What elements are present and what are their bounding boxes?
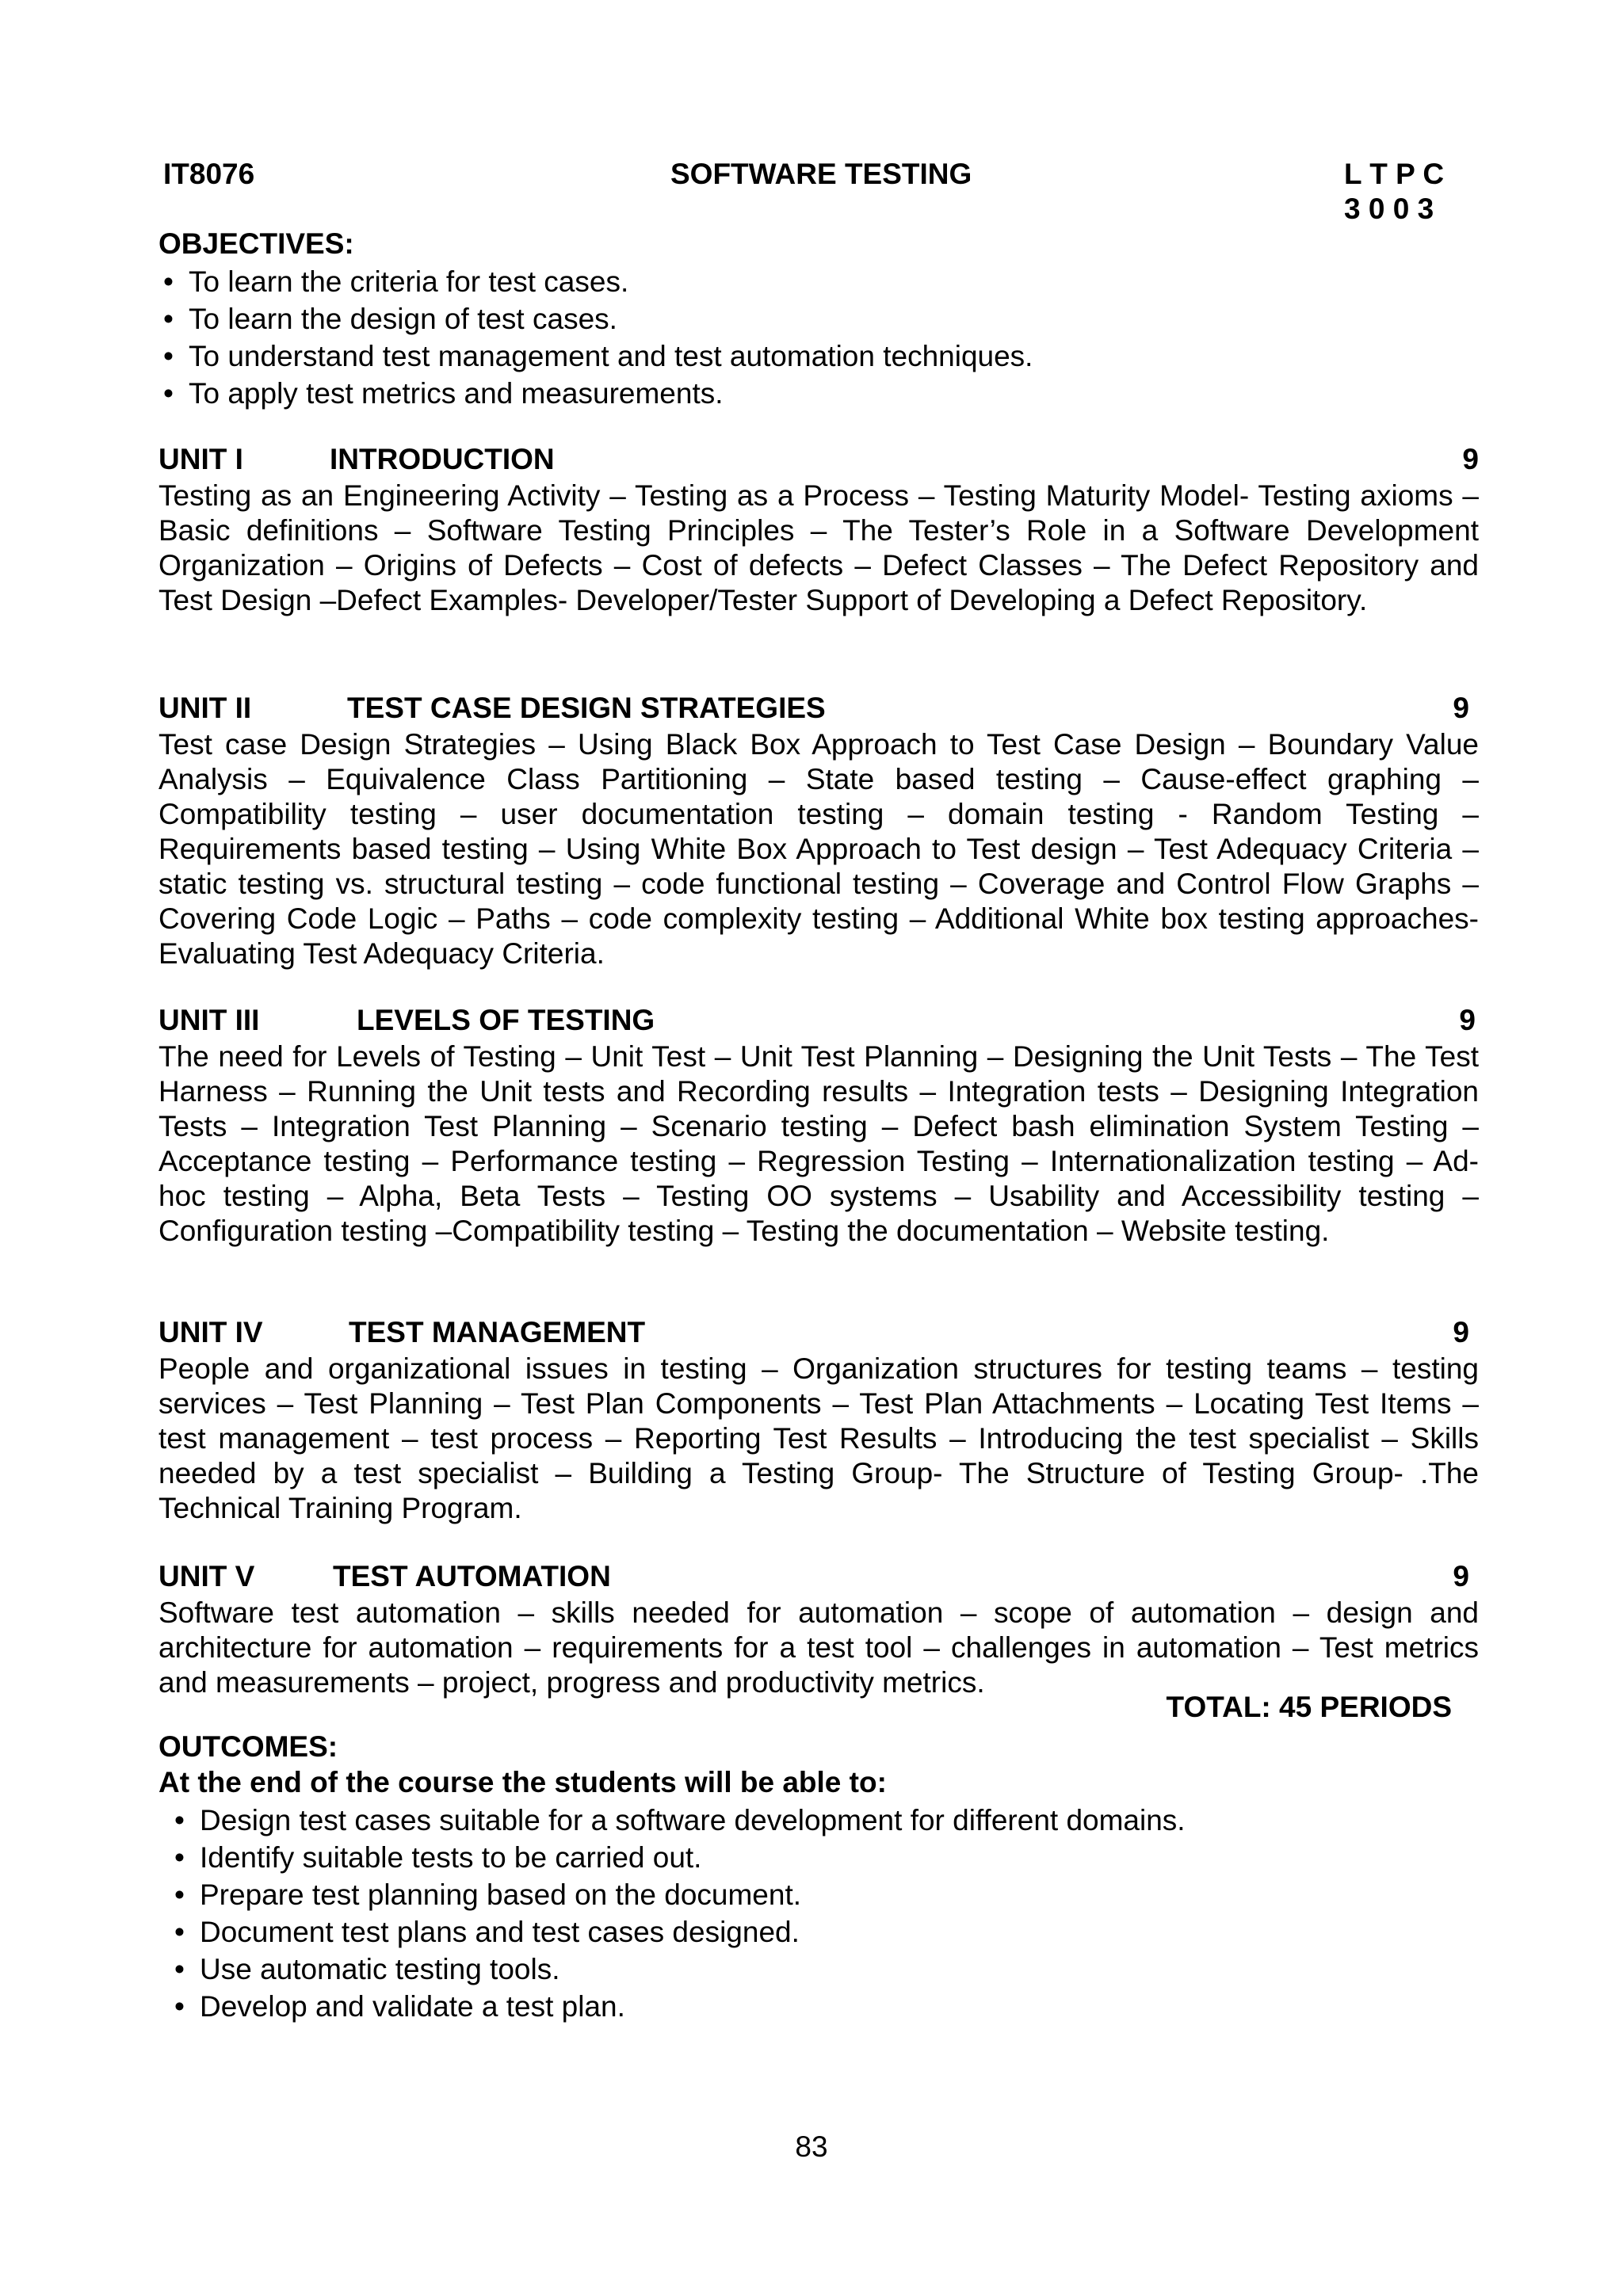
list-item: • Identify suitable tests to be carried out. xyxy=(170,1839,1186,1876)
objectives-heading: OBJECTIVES: xyxy=(158,227,354,260)
unit-3 xyxy=(158,1003,1479,1249)
unit-hours: 9 xyxy=(1459,1004,1476,1036)
unit-heading xyxy=(158,1559,1479,1596)
list-item: • Prepare test planning based on the document. xyxy=(170,1876,1186,1913)
unit-2 xyxy=(158,691,1479,971)
unit-title: TEST MANAGEMENT xyxy=(349,1316,646,1348)
unit-title: TEST CASE DESIGN STRATEGIES xyxy=(347,692,826,724)
unit-hours: 9 xyxy=(1453,692,1469,724)
list-item: • To understand test management and test automation techniques. xyxy=(158,338,1033,375)
list-item: • To learn the design of test cases. xyxy=(158,300,1033,338)
unit-1 xyxy=(158,442,1479,618)
unit-hours: 9 xyxy=(1453,1560,1469,1592)
unit-content: Testing as an Engineering Activity – Testing as a Process – Testing Maturity Model- Testing axioms – Basic definitions – Software Testing Principles – The Tester’s Role in a Software Development Organization – Origins of Defects – Cost of defects – Defect Classes – The Defect Repository and Test Design –Defect Examples- Developer/Tester Support of Developing a Defect Repository. xyxy=(158,479,1479,616)
unit-heading xyxy=(158,691,1479,727)
unit-content: People and organizational issues in testing – Organization structures for testing teams – testing services – Test Planning – Test Plan Components – Test Plan Attachments – Locating Test Items – test management – test process – Reporting Test Results – Introducing the test specialist – Skills needed by a test specialist – Building a Testing Group- The Structure of Testing Group- .The Technical Training Program. xyxy=(158,1352,1479,1524)
list-item: • Design test cases suitable for a software development for different domains. xyxy=(170,1802,1186,1839)
outcomes-heading: OUTCOMES: xyxy=(158,1730,338,1763)
list-item: • Use automatic testing tools. xyxy=(170,1951,1186,1988)
unit-content: The need for Levels of Testing – Unit Test – Unit Test Planning – Designing the Unit Tests – The Test Harness – Running the Unit tests and Recording results – Integration tests – Designing Integration Tests – Integration Test Planning – Scenario testing – Defect bash elimination System Testing – Acceptance testing – Performance testing – Regression Testing – Internationalization testing – Ad-hoc testing – Alpha, Beta Tests – Testing OO systems – Usability and Accessibility testing – Configuration testing –Compatibility testing – Testing the documentation – Website testing. xyxy=(158,1040,1479,1247)
unit-number: UNIT IV xyxy=(158,1316,263,1348)
unit-hours: 9 xyxy=(1453,1316,1469,1348)
unit-5 xyxy=(158,1559,1479,1700)
unit-heading xyxy=(158,1315,1479,1352)
unit-title: INTRODUCTION xyxy=(330,443,555,475)
ltpc-label: L T P C xyxy=(1344,158,1445,190)
unit-title: LEVELS OF TESTING xyxy=(357,1004,655,1036)
list-item: • To learn the criteria for test cases. xyxy=(158,263,1033,300)
unit-heading xyxy=(158,1003,1479,1039)
unit-number: UNIT V xyxy=(158,1560,255,1592)
total-periods: TOTAL: 45 PERIODS xyxy=(1166,1691,1452,1723)
unit-number: UNIT I xyxy=(158,443,243,475)
unit-title: TEST AUTOMATION xyxy=(333,1560,611,1592)
objectives-list xyxy=(158,263,1033,412)
list-item: • Document test plans and test cases designed. xyxy=(170,1913,1186,1951)
list-item: • To apply test metrics and measurements. xyxy=(158,375,1033,412)
course-code: IT8076 xyxy=(163,158,255,190)
ltpc-values: 3 0 0 3 xyxy=(1344,193,1434,225)
unit-number: UNIT III xyxy=(158,1004,260,1036)
outcomes-intro: At the end of the course the students will be able to: xyxy=(158,1766,887,1798)
unit-4 xyxy=(158,1315,1479,1526)
unit-number: UNIT II xyxy=(158,692,252,724)
page-number: 83 xyxy=(795,2130,828,2163)
unit-content: Test case Design Strategies – Using Black Box Approach to Test Case Design – Boundary Value Analysis – Equivalence Class Partitioning – State based testing – Cause-effect graphing – Compatibility testing – user documentation testing – domain testing - Random Testing – Requirements based testing – Using White Box Approach to Test design – Test Adequacy Criteria – static testing vs. structural testing – code functional testing – Coverage and Control Flow Graphs – Covering Code Logic – Paths – code complexity testing – Additional White box testing approaches- Evaluating Test Adequacy Criteria. xyxy=(158,728,1479,970)
course-title: SOFTWARE TESTING xyxy=(670,158,972,190)
outcomes-list xyxy=(170,1802,1186,2025)
list-item: • Develop and validate a test plan. xyxy=(170,1988,1186,2025)
unit-hours: 9 xyxy=(1462,443,1479,475)
unit-heading xyxy=(158,442,1479,479)
unit-content: Software test automation – skills needed for automation – scope of automation – design and architecture for automation – requirements for a test tool – challenges in automation – Test metrics and measurements – project, progress and productivity metrics. xyxy=(158,1596,1479,1699)
